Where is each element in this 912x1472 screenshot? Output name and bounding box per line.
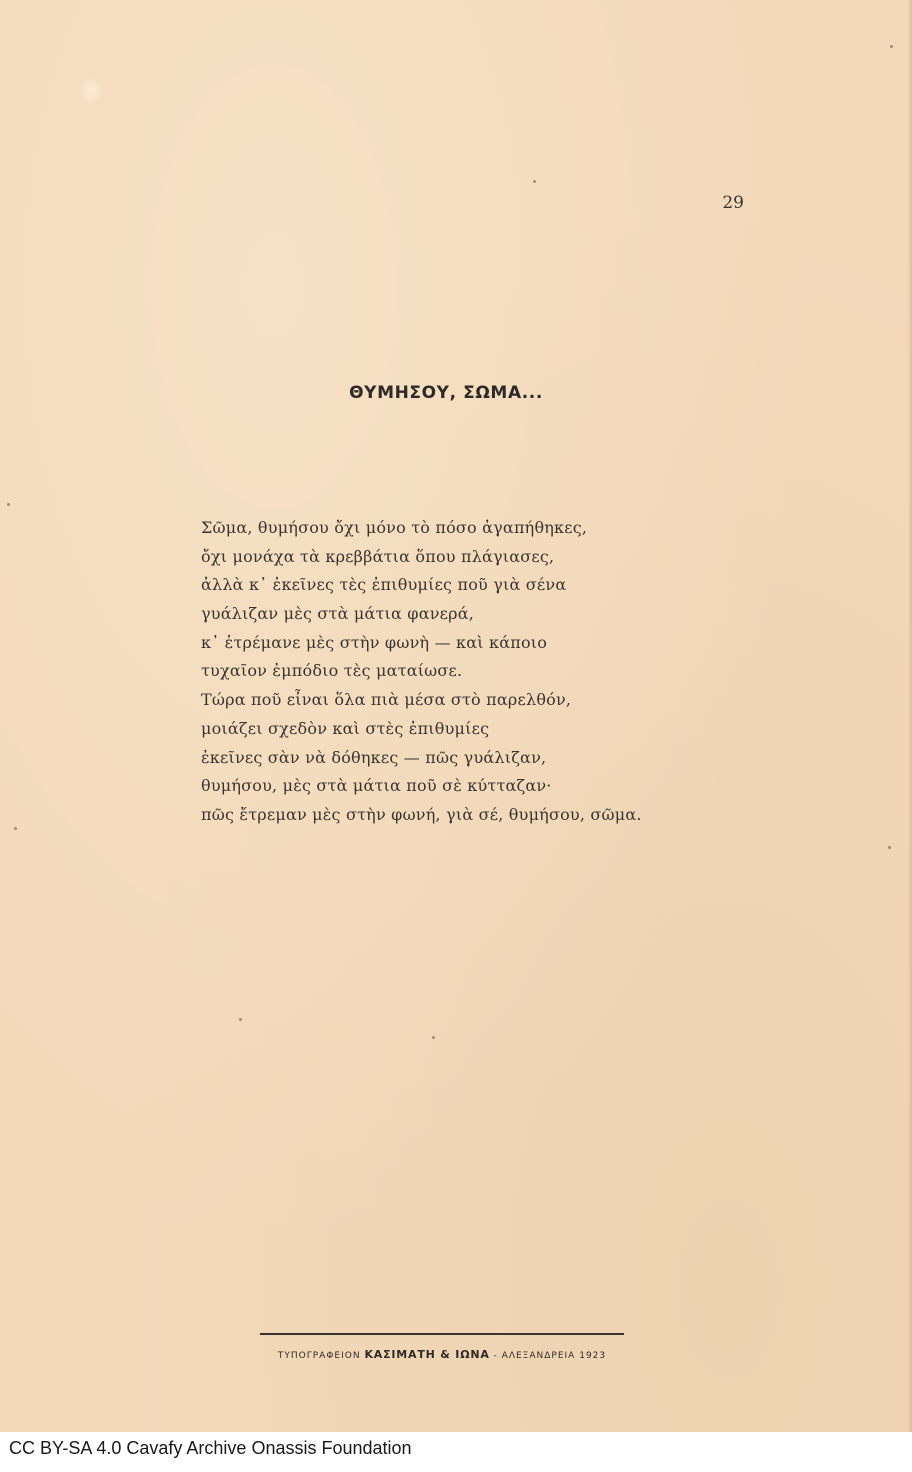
imprint-separator: - — [493, 1351, 498, 1361]
poem-line: μοιάζει σχεδὸν καὶ στὲς ἐπιθυμίες — [201, 718, 490, 738]
poem-line: ὄχι μονάχα τὰ κρεββάτια ὅπου πλάγιασες, — [201, 546, 555, 566]
poem-line: γυάλιζαν μὲς στὰ μάτια φανερά, — [201, 604, 475, 624]
imprint-year: 1923 — [579, 1351, 607, 1361]
poem-line: Τώρα ποῦ εἶναι ὅλα πιὰ μέσα στὸ παρελθόν, — [201, 690, 572, 710]
imprint-city: ΑΛΕΞΑΝΔΡΕΙΑ — [501, 1351, 576, 1361]
imprint-printer-names: ΚΑΣΙΜΑΤΗ & ΙΩΝΑ — [364, 1348, 490, 1361]
printer-imprint — [0, 1348, 884, 1361]
poem-line: Σῶμα, θυμήσου ὄχι μόνο τὸ πόσο ἀγαπήθηκες, — [201, 518, 588, 537]
footer-rule — [260, 1333, 624, 1335]
paper-speck — [432, 1036, 435, 1039]
paper-speck — [239, 1018, 242, 1021]
poem-title: ΘΥΜΗΣΟΥ, ΣΩΜΑ... — [349, 383, 543, 403]
license-credit: CC BY-SA 4.0 Cavafy Archive Onassis Foundation — [9, 1438, 412, 1458]
paper-speck — [533, 180, 536, 183]
paper-speck — [888, 846, 891, 849]
paper-speck — [7, 503, 10, 506]
imprint-prefix: ΤΥΠΟΓΡΑΦΕΙΟΝ — [277, 1351, 361, 1361]
paper-speck — [890, 45, 893, 48]
poem-line: ἀλλὰ κ᾽ ἐκεῖνες τὲς ἐπιθυμίες ποῦ γιὰ σένα — [201, 575, 567, 595]
page-number: 29 — [722, 193, 744, 213]
poem-line: τυχαῖον ἐμπόδιο τὲς ματαίωσε. — [201, 661, 463, 681]
page-edge-shadow — [908, 0, 912, 1432]
poem-line: ἐκεῖνες σὰν νὰ δόθηκες — πῶς γυάλιζαν, — [201, 747, 547, 767]
poem-body — [201, 514, 761, 830]
poem-line: κ᾽ ἐτρέμανε μὲς στὴν φωνὴ — καὶ κάποιο — [201, 632, 548, 652]
paper-blemish — [78, 76, 104, 106]
paper-speck — [14, 827, 17, 830]
poem-line: θυμήσου, μὲς στὰ μάτια ποῦ σὲ κύτταζαν· — [201, 776, 552, 796]
poem-line: πῶς ἔτρεμαν μὲς στὴν φωνή, γιὰ σέ, θυμήσου, σῶμα. — [201, 804, 642, 824]
